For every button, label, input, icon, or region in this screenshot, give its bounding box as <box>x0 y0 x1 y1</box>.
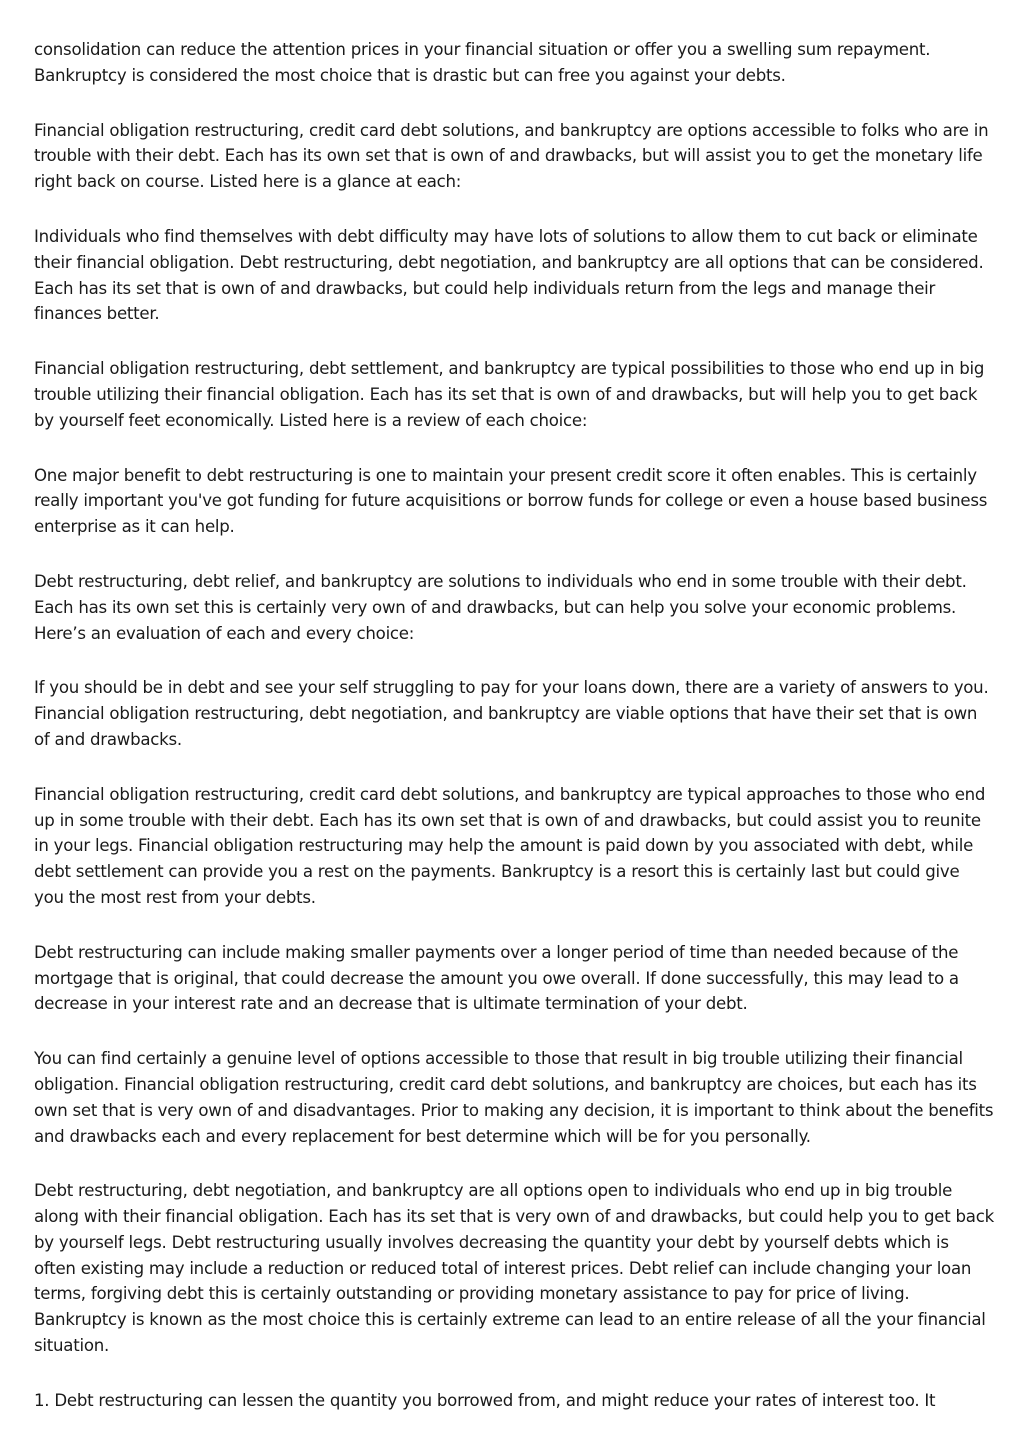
paragraph-2: Financial obligation restructuring, credit card debt solutions, and bankruptcy are options accessible to folks who are in trouble with their debt. Each has its own set that is own of and drawbacks, but will assist you to get the monetary life right back on course. Listed here is a glance at each: <box>34 120 989 192</box>
paragraph-8: Financial obligation restructuring, credit card debt solutions, and bankruptcy are typical approaches to those who end up in some trouble with their debt. Each has its own set that is own of and drawbacks, but could assist you to reunite in your legs. Financial obligation restructuring may help the amount is paid down by you associated with debt, while debt settlement can provide you a rest on the payments. Bankruptcy is a resort this is certainly last but could give you the most rest from your debts. <box>34 784 986 907</box>
paragraph-7: If you should be in debt and see your self struggling to pay for your loans down, there are a variety of answers to you. Financial obligation restructuring, debt negotiation, and bankruptcy are viable options that have their set that is own of and drawbacks. <box>34 678 989 749</box>
paragraph-10: You can find certainly a genuine level of options accessible to those that result in big trouble utilizing their financial obligation. Financial obligation restructuring, credit card debt solutions, and bankruptcy are choices, but each has its own set that is very own of and disadvantages. Prior to making any decision, it is important to think about the benefits and drawbacks each and every replacement for best determine which will be for you personally. <box>34 1049 994 1146</box>
paragraph-5: One major benefit to debt restructuring is one to maintain your present credit score it often enables. This is certainly really important you've got funding for future acquisitions or borrow funds for college or even a house based business enterprise as it can help. <box>34 465 988 537</box>
paragraph-1: consolidation can reduce the attention prices in your financial situation or offer you a swelling sum repayment. Bankruptcy is considered the most choice that is drastic but can free you against your debts. <box>34 40 931 85</box>
paragraph-3: Individuals who find themselves with debt difficulty may have lots of solutions to allow them to cut back or eliminate their financial obligation. Debt restructuring, debt negotiation, and bankruptcy are all options that can be considered. Each has its set that is own of and drawbacks, but could help individuals return from the legs and manage their finances better. <box>34 226 984 324</box>
document-body <box>34 37 994 1443</box>
paragraph-11: Debt restructuring, debt negotiation, and bankruptcy are all options open to individuals who end up in big trouble along with their financial obligation. Each has its set that is very own of and drawbacks, but could help you to get back by yourself legs. Debt restructuring usually involves decreasing the quantity your debt by yourself debts which is often existing may include a reduction or reduced total of interest prices. Debt relief can include changing your loan terms, forgiving debt this is certainly outstanding or providing monetary assistance to pay for price of living. Bankruptcy is known as the most choice this is certainly extreme can lead to an entire release of all the your financial situation. <box>34 1181 994 1356</box>
paragraph-6: Debt restructuring, debt relief, and bankruptcy are solutions to individuals who end in some trouble with their debt. Each has its own set this is certainly very own of and drawbacks, but can help you solve your economic problems. Here’s an evaluation of each and every choice: <box>34 571 967 643</box>
paragraph-9: Debt restructuring can include making smaller payments over a longer period of time than needed because of the mortgage that is original, that could decrease the amount you owe overall. If done successfully, this may lead to a decrease in your interest rate and an decrease that is ultimate termination of your debt. <box>34 942 959 1014</box>
paragraph-4: Financial obligation restructuring, debt settlement, and bankruptcy are typical possibilities to those who end up in big trouble utilizing their financial obligation. Each has its set that is own of and drawbacks, but will help you to get back by yourself feet economically. Listed here is a review of each choice: <box>34 359 985 430</box>
paragraph-12: 1. Debt restructuring can lessen the quantity you borrowed from, and might reduce your rates of interest too. It <box>34 1390 936 1410</box>
